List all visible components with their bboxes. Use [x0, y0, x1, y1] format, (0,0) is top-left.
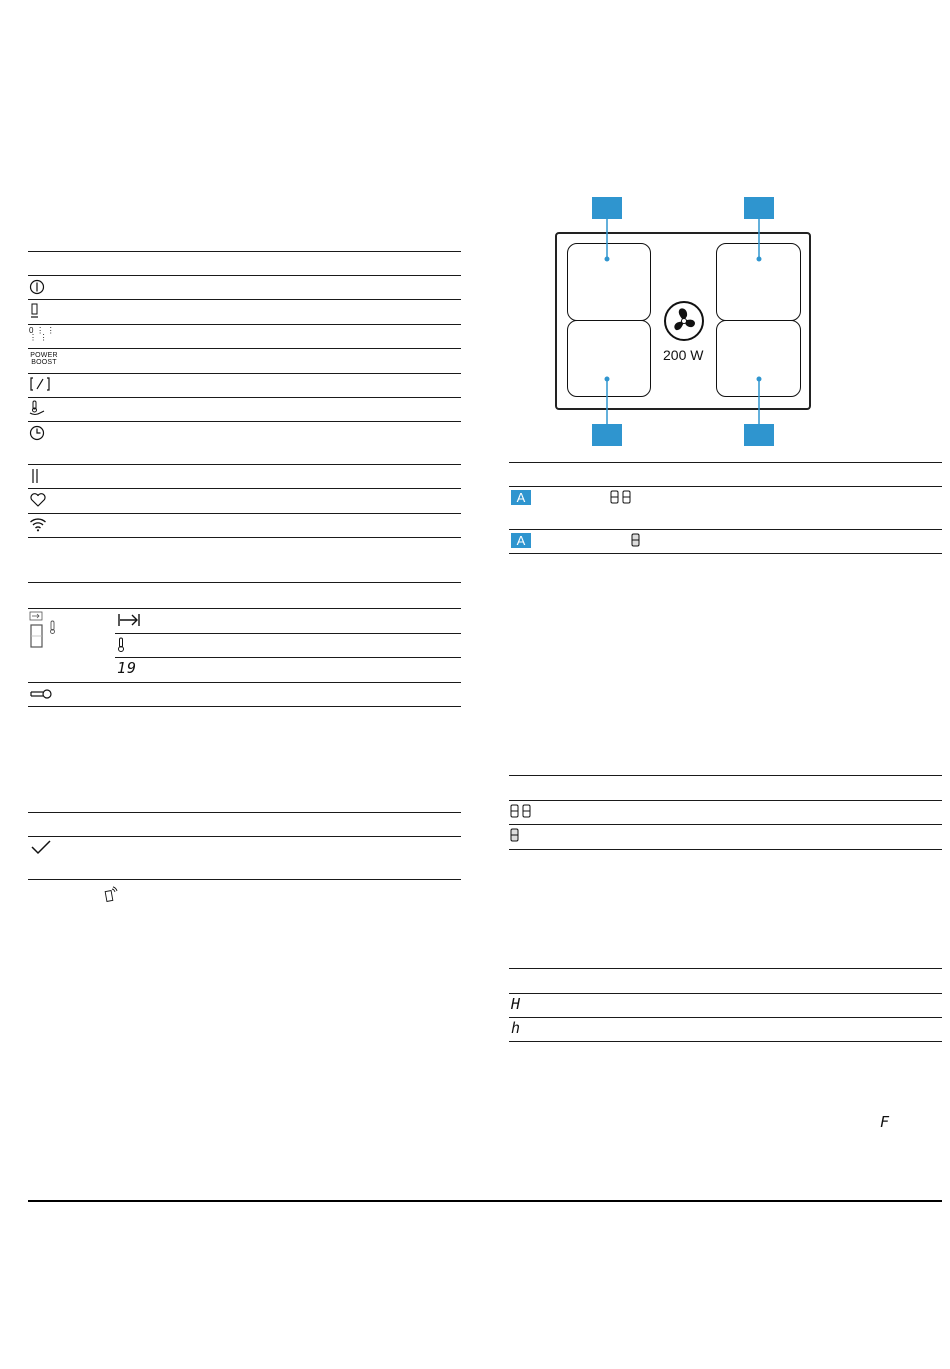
checkmark-icon [30, 839, 52, 855]
single-zone-combination-icon [631, 533, 641, 547]
remote-start-icon [104, 886, 118, 902]
power-levels-icon: 0 ⋮ ⋮ ⋮ ⋮ [29, 326, 55, 342]
residual-heat-high-symbol: H [511, 995, 522, 1013]
frying-sensor-icon [29, 400, 45, 416]
zone-badge: A [511, 490, 531, 505]
table-rule [28, 348, 461, 349]
segment-value: 19 [117, 659, 138, 677]
table-rule [509, 800, 942, 801]
table-rule [509, 849, 942, 850]
segment-display-icon [29, 611, 59, 649]
favourite-icon [29, 492, 47, 508]
touch-slider-icon [30, 303, 40, 319]
skip-arrow-icon [117, 612, 141, 628]
table-rule [509, 553, 942, 554]
timer-icon [29, 425, 45, 441]
table-rule [28, 299, 461, 300]
single-zone-combination-icon [510, 828, 520, 842]
table-rule [28, 812, 461, 813]
table-rule [509, 993, 942, 994]
table-rule [28, 275, 461, 276]
two-zone-combination-icon [510, 804, 532, 818]
table-rule [28, 488, 461, 489]
two-zone-combination-icon [610, 490, 632, 504]
table-rule [28, 513, 461, 514]
table-rule [28, 251, 461, 252]
table-rule [28, 421, 461, 422]
table-rule [28, 706, 461, 707]
table-rule [28, 373, 461, 374]
page-bottom-rule [28, 1200, 942, 1202]
table-rule [509, 1041, 942, 1042]
table-rule [509, 462, 942, 463]
table-rule [509, 968, 942, 969]
table-rule [28, 464, 461, 465]
table-rule [28, 836, 461, 837]
powerboost-icon: POWER BOOST [30, 352, 58, 366]
table-rule [28, 682, 461, 683]
power-icon [29, 279, 45, 295]
wifi-icon [29, 516, 47, 532]
table-rule [28, 397, 461, 398]
fan-icon [663, 300, 705, 342]
residual-heat-low-symbol: h [511, 1019, 522, 1037]
table-rule [509, 824, 942, 825]
table-rule [28, 879, 461, 880]
childproof-lock-icon [29, 377, 51, 391]
table-rule [28, 324, 461, 325]
pause-icon [30, 468, 40, 484]
table-rule [509, 529, 942, 530]
table-rule [509, 1017, 942, 1018]
zone-badge: A [511, 533, 531, 548]
table-rule [28, 608, 461, 609]
key-icon [29, 687, 53, 701]
table-rule [115, 633, 461, 634]
table-rule [509, 775, 942, 776]
table-rule [115, 657, 461, 658]
power-rating-label: 200 W [663, 347, 704, 363]
fault-code-symbol: F [880, 1113, 891, 1131]
table-rule [28, 582, 461, 583]
table-rule [28, 537, 461, 538]
thermometer-icon [117, 637, 125, 653]
table-rule [509, 486, 942, 487]
